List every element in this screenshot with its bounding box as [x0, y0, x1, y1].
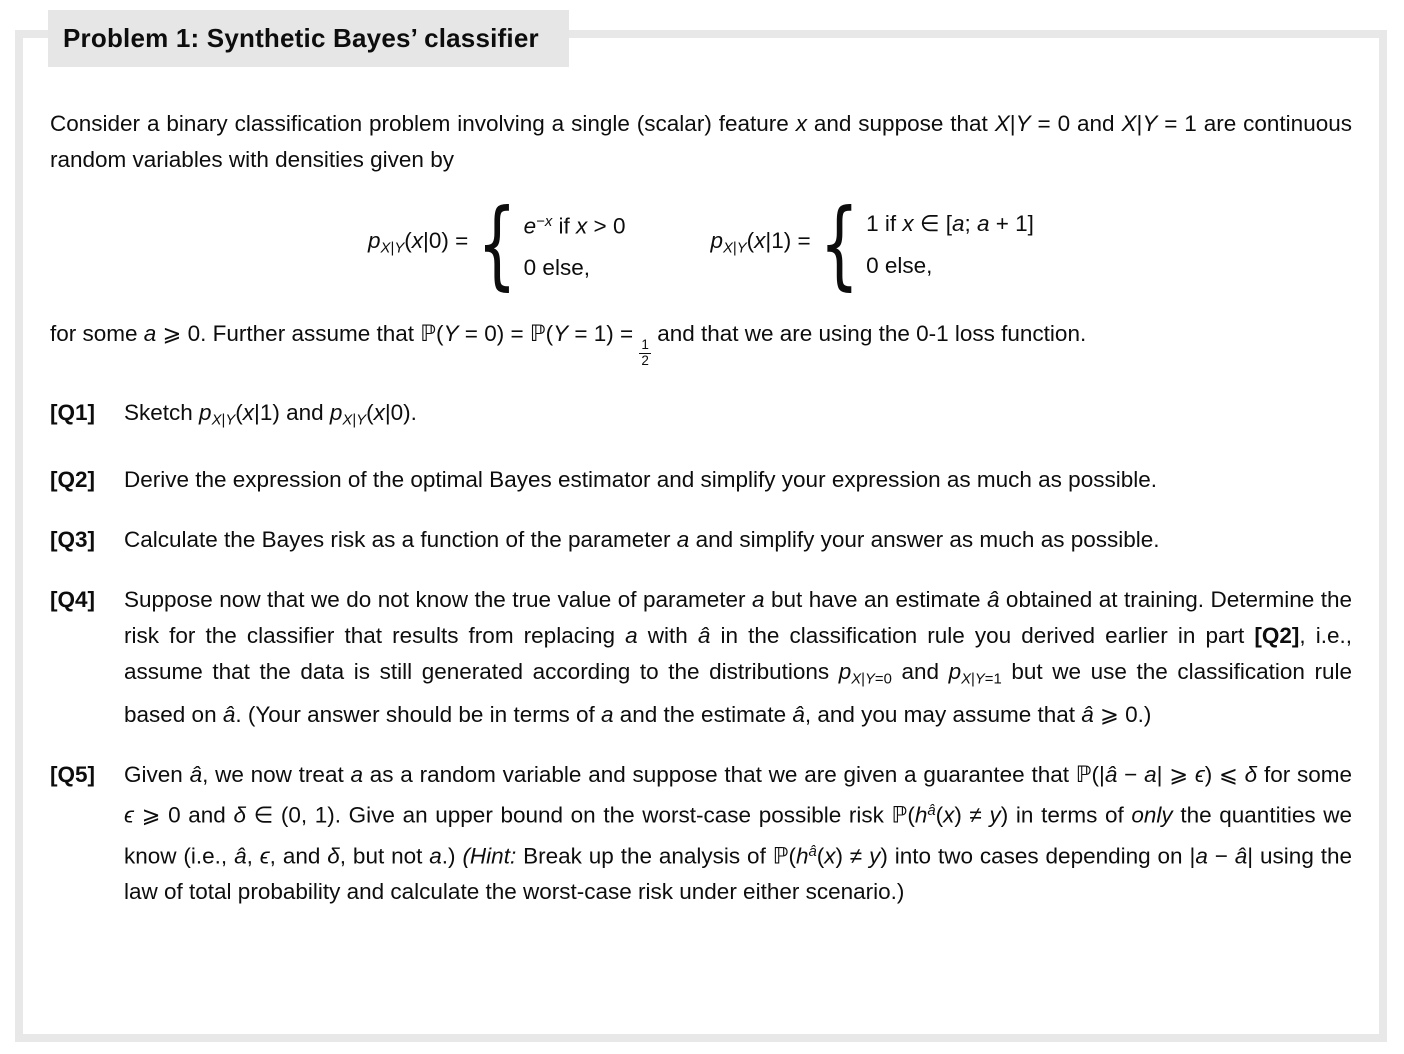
- question-label: [Q4]: [50, 586, 95, 612]
- density-equation-y1: [710, 187, 1034, 302]
- question-label: [Q5]: [50, 762, 95, 788]
- question-label: [Q1]: [50, 399, 95, 425]
- question-text: Derive the expression of the optimal Bayes estimator and simplify your expression as much as possible.: [124, 466, 1157, 492]
- equation-lhs-y1: pX|Y(x|1) =: [710, 228, 811, 257]
- question-text: Calculate the Bayes risk as a function of the parameter a and simplify your answer as much as possible.: [124, 526, 1160, 552]
- question-label: [Q3]: [50, 526, 95, 552]
- question-q4: [50, 582, 1352, 733]
- case-line: $e^{-x}$ if x > 0: [523, 213, 626, 239]
- question-q5: [50, 757, 1352, 910]
- problem-title: Problem 1: Synthetic Bayes’ classifier: [48, 10, 569, 67]
- problem-body: [50, 106, 1352, 934]
- case-line: 0 else,: [523, 255, 590, 281]
- cases-y1: [866, 206, 1034, 284]
- case-line: 0 else,: [866, 253, 933, 279]
- equation-lhs-y0: pX|Y(x|0) =: [368, 228, 469, 257]
- case-line: 1 if x ∈ [a; a + 1]: [866, 211, 1034, 237]
- question-q2: [50, 462, 1352, 498]
- question-q1: [50, 395, 1352, 438]
- question-text: Given â, we now treat a as a random variable and suppose that we are given a guarantee that ℙ(|â − a| ⩾ ϵ) ⩽ δ for some ϵ ⩾ 0 and δ ∈ (0, 1). Give an upper bound on the worst-case possible risk $ℙ(h^â(x) \ne y)$ in terms of only the quantities we know (i.e., â, ϵ, and δ, but not a.) (Hint: Break up the analysis of $ℙ(h^â(x) \ne y)$ into two cases depending on |a − â| using the law of total probability and calculate the worst-case risk under either scenario.): [124, 762, 1352, 905]
- density-equations: [50, 187, 1352, 302]
- question-q3: [50, 522, 1352, 558]
- assumption-paragraph: for some a ⩾ 0. Further assume that ℙ(Y = 0) = ℙ(Y = 1) = $\frac{1}{2}$ and that we are using the 0-1 loss function.: [50, 321, 1087, 368]
- cases-y0: [524, 204, 626, 286]
- question-text: Sketch pX|Y(x|1) and pX|Y(x|0).: [124, 399, 417, 428]
- density-equation-y0: [368, 187, 626, 302]
- question-label: [Q2]: [50, 466, 95, 492]
- question-text: Suppose now that we do not know the true value of parameter a but have an estimate â obtained at training. Determine the risk for the classifier that results from replacing a with â in the classification rule you derived earlier in part [Q2], i.e., assume that the data is still generated according to the distributions pX|Y=0 and pX|Y=1 but we use the classification rule based on â. (Your answer should be in terms of a and the estimate â, and you may assume that â ⩾ 0.): [124, 586, 1353, 728]
- cases-brace-right: {: [819, 187, 860, 302]
- cases-brace-left: {: [477, 187, 517, 302]
- intro-paragraph: Consider a binary classification problem involving a single (scalar) feature x and suppose that X|Y = 0 and X|Y = 1 are continuous random variables with densities given by: [50, 111, 1352, 172]
